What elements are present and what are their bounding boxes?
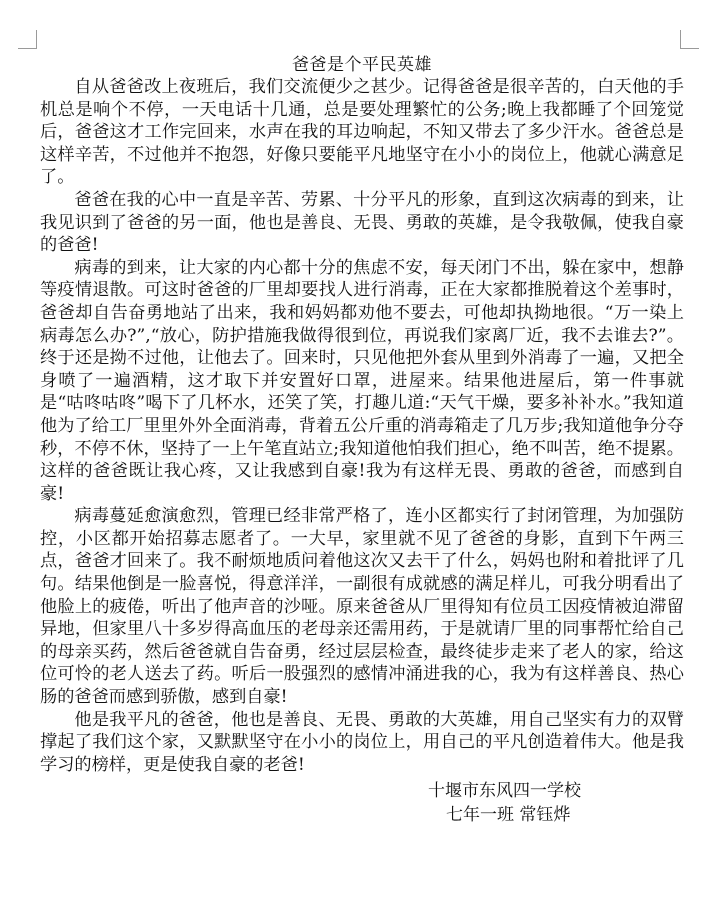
top-left-margin-marker xyxy=(18,30,37,49)
signature-school: 十堰市东风四一学校 xyxy=(428,781,581,802)
top-right-margin-marker xyxy=(680,30,699,49)
paragraph-2: 爸爸在我的心中一直是辛苦、劳累、十分平凡的形象，直到这次病毒的到来，让我见识到了爸爸的另一面，他也是善良、无畏、勇敢的英雄，是令我敬佩，使我自豪的爸爸! xyxy=(40,189,684,256)
signature-author: 七年一班 常钰烨 xyxy=(446,805,571,826)
document-body xyxy=(40,54,684,828)
paragraph-4: 病毒蔓延愈演愈烈，管理已经非常严格了，连小区都实行了封闭管理，为加强防控，小区都开始招募志愿者了。一大早，家里就不见了爸爸的身影，直到下午两三点，爸爸才回来了。我不耐烦地质问着他这次又去干了什么，妈妈也附和着批评了几句。结果他倒是一脸喜悦，得意洋洋，一副很有成就感的满足样儿，可我分明看出了他脸上的疲倦，听出了他声音的沙哑。原来爸爸从厂里得知有位员工因疫情被迫滞留异地，但家里八十多岁得高血压的老母亲还需用药，于是就请厂里的同事帮忙给自己的母亲买药，然后爸爸就自告奋勇，经过层层检查，最终徒步走来了老人的家，给这位可怜的老人送去了药。听后一股强烈的感情冲涌进我的心，我为有这样善良、热心肠的爸爸而感到骄傲，感到自豪! xyxy=(40,506,684,708)
paragraph-5: 他是我平凡的爸爸，他也是善良、无畏、勇敢的大英雄，用自己坚实有力的双臂撑起了我们这个家，又默默坚守在小小的岗位上，用自己的平凡创造着伟大。他是我学习的榜样，更是使我自豪的老爸! xyxy=(40,709,684,775)
paragraph-3: 病毒的到来，让大家的内心都十分的焦虑不安，每天闭门不出，躲在家中，想静等疫情退散。可这时爸爸的厂里却要找人进行消毒，正在大家都推脱着这个差事时，爸爸却自告奋勇地站了出来，我和妈妈都劝他不要去，可他却执拗地很。“万一染上病毒怎么办?”,“放心，防护措施我做得很到位，再说我们家离厂近，我不去谁去?”。终于还是拗不过他，让他去了。回来时，只见他把外套从里到外消毒了一遍，又把全身喷了一遍酒精，这才取下并安置好口罩，进屋来。结果他进屋后，第一件事就是“咕咚咕咚”喝下了几杯水，还笑了笑，打趣儿道:“天气干燥，要多补补水。”我知道他为了给工厂里里外外全面消毒，背着五公斤重的消毒箱走了几万步;我知道他争分夺秒，不停不休，坚持了一上午笔直站立;我知道他怕我们担心，绝不叫苦，绝不提累。这样的爸爸既让我心疼，又让我感到自豪!我为有这样无畏、勇敢的爸爸，而感到自豪! xyxy=(40,257,684,504)
page-title: 爸爸是个平民英雄 xyxy=(292,55,432,75)
paragraph-1: 自从爸爸改上夜班后，我们交流便少之甚少。记得爸爸是很辛苦的，白天他的手机总是响个不停，一天电话十几通，总是要处理繁忙的公务;晚上我都睡了个回笼觉后，爸爸这才工作完回来，水声在我的耳边响起，不知又带去了多少汗水。爸爸总是这样辛苦，不过他并不抱怨，好像只要能平凡地坚守在小小的岗位上，他就心满意足了。 xyxy=(40,77,684,188)
signature-block xyxy=(40,780,684,828)
